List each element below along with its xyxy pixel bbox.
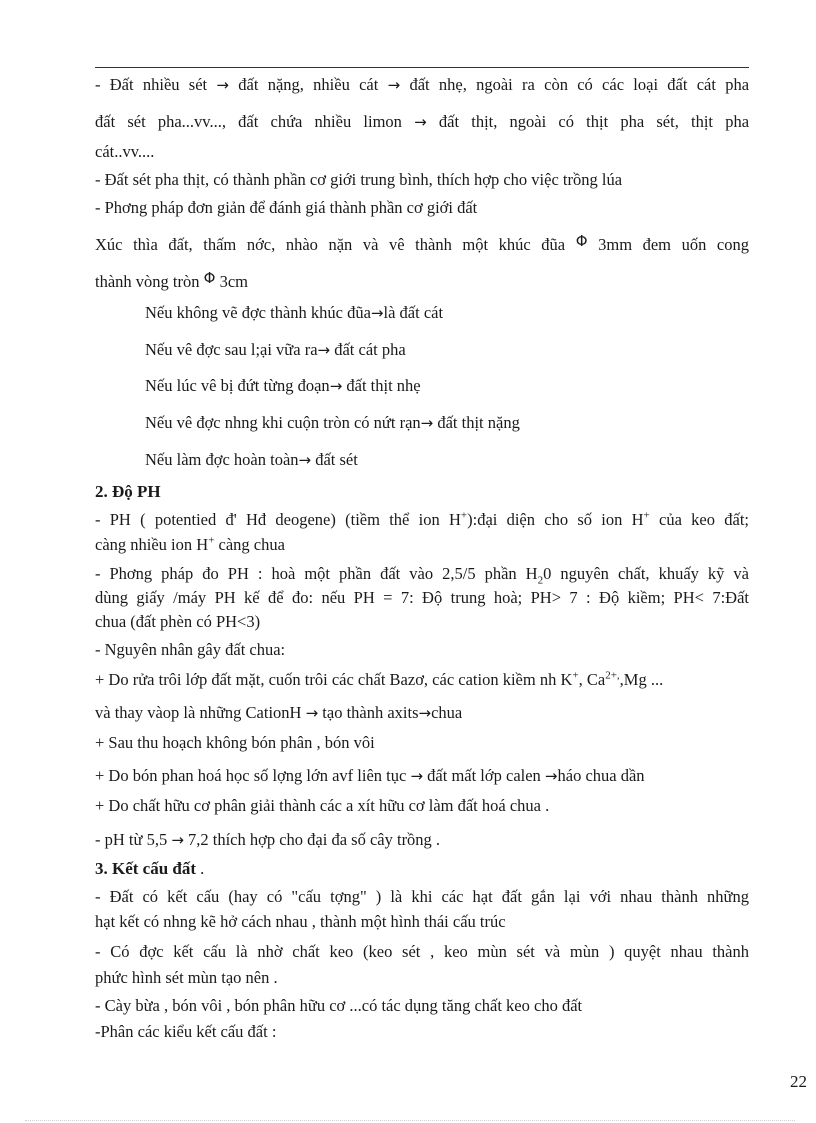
- arrow-icon: →: [420, 414, 434, 432]
- text-line: [145, 413, 745, 433]
- text-line: [145, 376, 745, 396]
- arrow-icon: →: [305, 704, 319, 722]
- arrow-icon: →: [298, 451, 312, 469]
- arrow-icon: →: [418, 704, 432, 722]
- text-line: [95, 231, 749, 255]
- text-line: hạt kết có nhng kẽ hở cách nhau , thành một hình thái cấu trúc: [95, 912, 506, 931]
- heading-text: 3. Kết cấu đất: [95, 859, 197, 878]
- text-line: [95, 75, 749, 95]
- text-line: [95, 670, 749, 690]
- diameter-icon: Φ: [575, 232, 588, 250]
- superscript: ,: [616, 669, 620, 682]
- text-span: 7,2 thích hợp cho đại đa số cây trồng .: [188, 830, 441, 849]
- superscript: +: [460, 509, 468, 522]
- text-span: + Do bón phan hoá học số lợng lớn avf liên tục: [95, 766, 407, 785]
- text-span: 3mm đem uốn cong: [598, 235, 749, 254]
- text-span: của keo đất;: [649, 510, 749, 529]
- text-span: càng chua: [214, 535, 285, 554]
- superscript: +: [643, 509, 650, 522]
- text-span: 0 nguyên chất, khuấy kỹ và: [543, 564, 749, 583]
- text-line: dùng giấy /máy PH kế để đo: nếu PH = 7: Độ trung hoà; PH> 7 : Độ kiềm; PH< 7:Đất: [95, 588, 749, 607]
- text-span: đất cát pha: [334, 340, 406, 359]
- superscript: +: [208, 534, 215, 547]
- text-span: đất nhẹ, ngoài ra còn có các loại đất cát pha: [409, 75, 750, 94]
- text-span: , Ca: [578, 670, 606, 689]
- text-span: háo chua dần: [557, 766, 645, 785]
- text-line: [95, 830, 749, 850]
- text-line: [95, 268, 749, 292]
- arrow-icon: →: [329, 377, 343, 395]
- text-span: - Phơng pháp đo PH : hoà một phần đất vào 2,5/5 phần H: [95, 564, 538, 583]
- text-span: Nếu vê đợc sau l;ại vữa ra: [145, 340, 318, 359]
- text-line: [145, 450, 745, 470]
- text-span: + Do rửa trôi lớp đất mặt, cuốn trôi các chất Bazơ, các cation kiềm nh K: [95, 670, 573, 689]
- text-line: - Đất sét pha thịt, có thành phần cơ giới trung bình, thích hợp cho việc trồng lúa: [95, 170, 623, 189]
- text-line: - Phơng pháp đơn giản để đánh giá thành phần cơ giới đất: [95, 198, 478, 217]
- text-line: [95, 535, 749, 555]
- text-line: -Phân các kiểu kết cấu đất :: [95, 1022, 277, 1041]
- text-line: cát..vv....: [95, 142, 155, 161]
- arrow-icon: →: [370, 304, 384, 322]
- footer-divider: [25, 1120, 795, 1121]
- text-span: đất nặng, nhiều cát: [238, 75, 379, 94]
- text-span: - Đất nhiều sét: [95, 75, 208, 94]
- diameter-icon: Φ: [203, 269, 216, 287]
- text-line: [95, 112, 749, 132]
- text-line: + Do chất hữu cơ phân giải thành các a xít hữu cơ làm đất hoá chua .: [95, 796, 550, 815]
- arrow-icon: →: [414, 113, 427, 131]
- arrow-icon: →: [317, 341, 331, 359]
- text-line: [95, 510, 749, 530]
- page-number: 22: [790, 1072, 807, 1091]
- arrow-icon: →: [387, 76, 401, 94]
- text-span: đất thịt nặng: [437, 413, 520, 432]
- text-line: - Đất có kết cấu (hay có "cấu tợng" ) là khi các hạt đất gắn lại với nhau thành những: [95, 887, 749, 906]
- text-span: thành vòng tròn: [95, 272, 200, 291]
- text-span: đất thịt, ngoài có thịt pha sét, thịt pha: [438, 112, 750, 131]
- text-span: là đất cát: [383, 303, 444, 322]
- text-line: - Có đợc kết cấu là nhờ chất keo (keo sét , keo mùn sét và mùn ) quyệt nhau thành: [95, 942, 749, 961]
- text-span: tạo thành axits: [322, 703, 419, 722]
- text-span: Nếu làm đợc hoàn toàn: [145, 450, 299, 469]
- section-heading: 2. Độ PH: [95, 482, 161, 501]
- section-heading: [95, 859, 749, 879]
- superscript: 2+: [605, 669, 617, 682]
- text-line: chua (đất phèn có PH<3): [95, 612, 261, 631]
- text-span: và thay vàop là những CationH: [95, 703, 302, 722]
- text-span: Nếu không vẽ đợc thành khúc đũa: [145, 303, 371, 322]
- text-line: [145, 340, 745, 360]
- text-span: đất sét pha...vv..., đất chứa nhiều limon: [95, 112, 402, 131]
- superscript: +: [572, 669, 579, 682]
- arrow-icon: →: [171, 831, 184, 849]
- text-span: 3cm: [219, 272, 248, 291]
- arrow-icon: →: [216, 76, 229, 94]
- header-rule: [95, 67, 749, 68]
- text-span: đất mất lớp calen: [427, 766, 541, 785]
- text-line: phức hình sét mùn tạo nên .: [95, 968, 278, 987]
- text-span: - PH ( potentied đ' Hđ deogene) (tiềm thể ion H: [95, 510, 461, 529]
- text-line: [95, 766, 749, 786]
- text-span: - pH từ 5,5: [95, 830, 168, 849]
- text-span: đất thịt nhẹ: [346, 376, 421, 395]
- text-span: Nếu vê đợc nhng khi cuộn tròn có nứt rạn: [145, 413, 421, 432]
- text-span: .: [196, 859, 205, 878]
- text-span: càng nhiều ion H: [95, 535, 209, 554]
- text-line: - Nguyên nhân gây đất chua:: [95, 640, 286, 659]
- arrow-icon: →: [544, 767, 558, 785]
- arrow-icon: →: [410, 767, 424, 785]
- text-line: [95, 564, 749, 587]
- text-span: Xúc thìa đất, thấm nớc, nhào nặn và vê thành một khúc đũa: [95, 235, 566, 254]
- text-line: - Cày bừa , bón vôi , bón phân hữu cơ ...có tác dụng tăng chất keo cho đất: [95, 996, 583, 1015]
- text-span: chua: [431, 703, 463, 722]
- text-span: ):đại diện cho số ion H: [467, 510, 644, 529]
- subscript: 2: [537, 574, 544, 587]
- text-span: ,Mg ...: [619, 670, 664, 689]
- text-line: [145, 303, 745, 323]
- text-line: [95, 703, 749, 723]
- text-span: đất sét: [315, 450, 358, 469]
- text-line: + Sau thu hoạch không bón phân , bón vôi: [95, 733, 375, 752]
- text-span: Nếu lúc vê bị đứt từng đoạn: [145, 376, 330, 395]
